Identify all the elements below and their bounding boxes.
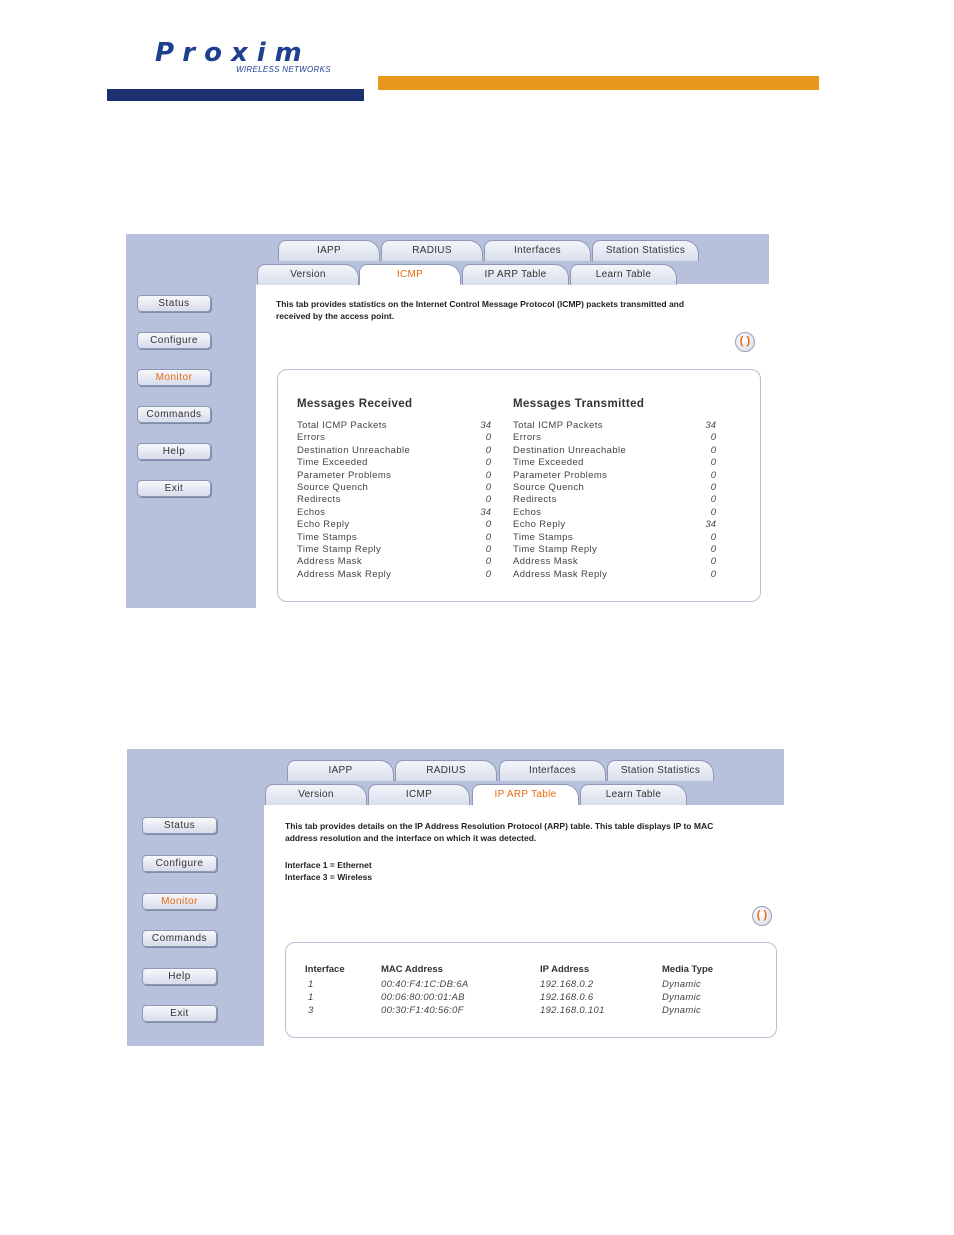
- icmp-screen: [126, 234, 769, 608]
- transmitted-stat-label: Time Stamp Reply: [513, 544, 598, 555]
- tab-icmp[interactable]: ICMP: [359, 264, 461, 285]
- transmitted-stat-value: 0: [710, 482, 716, 493]
- monitor-button[interactable]: Monitor: [137, 369, 211, 386]
- tab-learn-table[interactable]: Learn Table: [580, 784, 687, 805]
- transmitted-stat-label: Time Exceeded: [513, 457, 584, 469]
- tab-iapp[interactable]: IAPP: [278, 240, 380, 261]
- header-orange-bar: [372, 76, 819, 90]
- monitor-button[interactable]: Monitor: [142, 893, 217, 910]
- arp-cell-interface: 3: [308, 1005, 314, 1016]
- transmitted-stat-label: Parameter Problems: [513, 469, 608, 481]
- arp-cell-media-type: Dynamic: [662, 1005, 702, 1016]
- received-stat-label: Time Stamp Reply: [297, 544, 382, 555]
- received-stat-value: 0: [485, 568, 491, 580]
- arp-cell-ip-address: 192.168.0.6: [540, 992, 594, 1003]
- transmitted-stat-value: 0: [710, 494, 716, 506]
- configure-button[interactable]: Configure: [137, 332, 211, 349]
- arp-cell-interface: 1: [308, 979, 314, 990]
- transmitted-stat-label: Time Stamps: [513, 531, 574, 543]
- received-stat-value: 0: [485, 482, 491, 493]
- received-stat-label: Parameter Problems: [297, 469, 392, 481]
- tab-icmp[interactable]: ICMP: [368, 784, 470, 805]
- received-stat-value: 0: [485, 556, 491, 568]
- tab-station-statistics[interactable]: Station Statistics: [607, 760, 714, 781]
- header-navy-bar: [107, 89, 369, 101]
- proxim-logo: [150, 38, 350, 83]
- arp-screen: [127, 749, 784, 1046]
- transmitted-stat-value: 0: [710, 556, 716, 568]
- refresh-icon[interactable]: ( ): [752, 906, 772, 926]
- exit-button[interactable]: Exit: [142, 1005, 217, 1022]
- page-description: This tab provides statistics on the Internet Control Message Protocol (ICMP) packets transmitted and received by the access point.: [276, 299, 685, 321]
- refresh-icon[interactable]: ( ): [735, 332, 755, 352]
- received-stat-value: 0: [485, 531, 491, 543]
- arp-cell-mac-address: 00:06:80:00:01:AB: [381, 992, 465, 1003]
- commands-button[interactable]: Commands: [142, 930, 217, 947]
- received-stat-label: Time Exceeded: [297, 457, 368, 469]
- received-stat-label: Address Mask: [297, 556, 362, 568]
- transmitted-stat-value: 0: [710, 457, 716, 469]
- transmitted-stat-label: Echos: [513, 506, 542, 518]
- transmitted-stat-label: Total ICMP Packets: [513, 420, 603, 431]
- tab-ip-arp-table[interactable]: IP ARP Table: [462, 264, 569, 285]
- help-button[interactable]: Help: [137, 443, 211, 460]
- received-stat-label: Redirects: [297, 494, 341, 506]
- transmitted-stat-value: 0: [710, 568, 716, 580]
- received-stat-value: 0: [485, 544, 491, 555]
- received-stat-value: 0: [485, 494, 491, 506]
- transmitted-stat-label: Address Mask: [513, 556, 578, 568]
- received-stat-label: Echo Reply: [297, 519, 350, 531]
- received-stat-label: Time Stamps: [297, 531, 358, 543]
- transmitted-stat-value: 0: [710, 506, 716, 518]
- transmitted-stat-value: 0: [710, 531, 716, 543]
- received-stat-value: 34: [480, 420, 491, 431]
- commands-button[interactable]: Commands: [137, 406, 211, 423]
- tab-radius[interactable]: RADIUS: [381, 240, 483, 261]
- status-button[interactable]: Status: [142, 817, 217, 834]
- arp-cell-mac-address: 00:40:F4:1C:DB:6A: [381, 979, 469, 990]
- page-description: This tab provides details on the IP Address Resolution Protocol (ARP) table. This table displays IP to MAC address resolution and the interface on which it was detected.: [285, 821, 714, 843]
- arp-table-panel: [285, 942, 777, 1038]
- transmitted-stat-value: 0: [710, 432, 716, 444]
- received-stat-label: Total ICMP Packets: [297, 420, 387, 431]
- column-header-media-type: Media Type: [662, 964, 714, 975]
- received-title: Messages Received: [297, 398, 413, 410]
- transmitted-stat-label: Errors: [513, 432, 542, 444]
- received-stat-value: 0: [485, 469, 491, 481]
- arp-cell-mac-address: 00:30:F1:40:56:0F: [381, 1005, 464, 1016]
- logo-tagline: WIRELESS NETWORKS: [236, 65, 331, 74]
- received-stat-value: 0: [485, 457, 491, 469]
- tab-station-statistics[interactable]: Station Statistics: [592, 240, 699, 261]
- tab-interfaces[interactable]: Interfaces: [484, 240, 591, 261]
- received-stat-label: Errors: [297, 432, 326, 444]
- tab-interfaces[interactable]: Interfaces: [499, 760, 606, 781]
- tab-iapp[interactable]: IAPP: [287, 760, 394, 781]
- tab-version[interactable]: Version: [257, 264, 359, 285]
- arp-cell-interface: 1: [308, 992, 314, 1003]
- column-header-interface: Interface: [305, 964, 345, 975]
- transmitted-stat-label: Source Quench: [513, 482, 585, 493]
- tab-version[interactable]: Version: [265, 784, 367, 805]
- received-stat-value: 34: [480, 506, 491, 518]
- received-stat-label: Source Quench: [297, 482, 369, 493]
- received-stat-value: 0: [485, 432, 491, 444]
- column-header-ip-address: IP Address: [540, 964, 590, 975]
- transmitted-stat-value: 34: [705, 519, 716, 531]
- transmitted-stat-value: 0: [710, 444, 716, 456]
- received-stat-value: 0: [485, 519, 491, 531]
- configure-button[interactable]: Configure: [142, 855, 217, 872]
- transmitted-stat-label: Address Mask Reply: [513, 568, 608, 580]
- transmitted-stat-value: 0: [710, 469, 716, 481]
- received-stat-label: Echos: [297, 506, 326, 518]
- status-button[interactable]: Status: [137, 295, 211, 312]
- received-stat-value: 0: [485, 444, 491, 456]
- transmitted-stat-label: Echo Reply: [513, 519, 566, 531]
- interface-legend: Interface 1 = Ethernet Interface 3 = Wireless: [285, 860, 373, 882]
- arp-cell-ip-address: 192.168.0.101: [540, 1005, 605, 1016]
- exit-button[interactable]: Exit: [137, 480, 211, 497]
- header-bar-join: [364, 76, 378, 101]
- tab-ip-arp-table[interactable]: IP ARP Table: [472, 784, 579, 805]
- tab-learn-table[interactable]: Learn Table: [570, 264, 677, 285]
- received-stat-label: Destination Unreachable: [297, 444, 411, 456]
- transmitted-stat-value: 0: [710, 544, 716, 555]
- transmitted-stat-value: 34: [705, 420, 716, 431]
- arp-cell-ip-address: 192.168.0.2: [540, 979, 594, 990]
- column-header-mac-address: MAC Address: [381, 964, 443, 975]
- help-button[interactable]: Help: [142, 968, 217, 985]
- icmp-stats-panel: [277, 369, 761, 602]
- received-stat-label: Address Mask Reply: [297, 568, 392, 580]
- arp-cell-media-type: Dynamic: [662, 992, 702, 1003]
- arp-cell-media-type: Dynamic: [662, 979, 702, 990]
- logo-wordmark: Proxim: [155, 38, 311, 68]
- transmitted-title: Messages Transmitted: [513, 398, 645, 410]
- transmitted-stat-label: Redirects: [513, 494, 557, 506]
- transmitted-stat-label: Destination Unreachable: [513, 444, 627, 456]
- tab-radius[interactable]: RADIUS: [395, 760, 497, 781]
